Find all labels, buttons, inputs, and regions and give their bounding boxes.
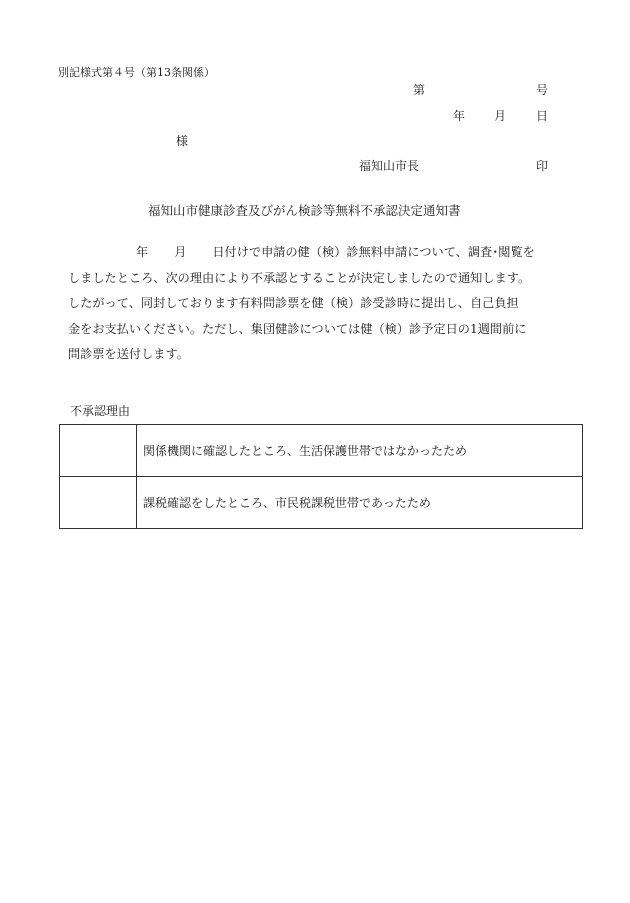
body-line-3: したがって、同封しております有料問診票を健（検）診受診時に提出し、自己負担 <box>68 296 519 310</box>
reason-text: 関係機関に確認したところ、生活保護世帯ではなかったため <box>137 425 583 477</box>
body-year-label: 年 <box>136 245 149 259</box>
reason-check-cell <box>60 477 137 529</box>
reason-text: 課税確認をしたところ、市民税課税世帯であったため <box>137 477 583 529</box>
date-year-label: 年 <box>453 109 466 123</box>
notice-body <box>68 240 598 368</box>
reason-check-cell <box>60 425 137 477</box>
reason-heading: 不承認理由 <box>70 404 131 418</box>
document-number-prefix: 第 <box>413 83 426 97</box>
issuer-name: 福知山市長 <box>359 159 420 173</box>
date-month-label: 月 <box>494 109 507 123</box>
body-line-2: しましたところ、次の理由により不承認とすることが決定しましたので通知します。 <box>68 270 531 285</box>
table-row <box>60 425 583 477</box>
document-title: 福知山市健康診査及びがん検診等無料不承認決定通知書 <box>148 203 461 218</box>
table-row <box>60 477 583 529</box>
body-line-1-text: 日付けで申請の健（検）診無料申請について、調査･閲覧を <box>212 245 535 259</box>
body-line-1 <box>68 240 598 266</box>
body-month-label: 月 <box>174 245 187 259</box>
body-line-4: 金をお支払いください。ただし、集団健診については健（検）診予定日の1週間前に <box>68 321 527 336</box>
form-number: 別記様式第４号（第13条関係） <box>58 66 215 79</box>
body-line-5: 問診票を送付します。 <box>68 347 189 361</box>
date-day-label: 日 <box>536 109 549 123</box>
document-number-suffix: 号 <box>536 83 549 97</box>
reason-table <box>59 424 583 529</box>
recipient-honorific: 様 <box>176 134 189 148</box>
seal-mark: 印 <box>536 159 549 173</box>
